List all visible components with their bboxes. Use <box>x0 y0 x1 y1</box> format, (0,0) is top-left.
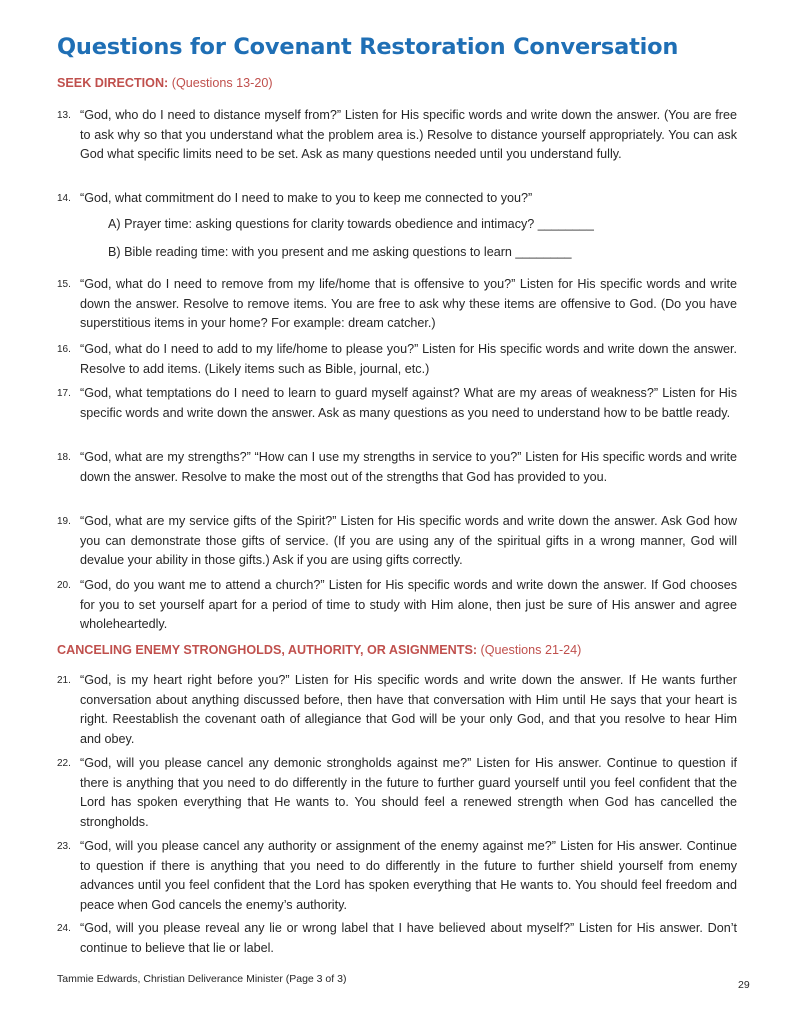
question-number: 22. <box>57 758 71 769</box>
question-text: “God, what commitment do I need to make to you to keep me connected to you?” <box>80 191 533 205</box>
section-header-seek-direction <box>57 76 273 90</box>
page-number: 29 <box>738 979 750 991</box>
sub-item-bible-reading: B) Bible reading time: with you present and me asking questions to learn ________ <box>108 245 572 259</box>
question-number: 16. <box>57 344 71 355</box>
footer-author: Tammie Edwards, Christian Deliverance Minister (Page 3 of 3) <box>57 973 347 985</box>
question-18 <box>57 448 737 487</box>
section-label: CANCELING ENEMY STRONGHOLDS, AUTHORITY, OR ASIGNMENTS: <box>57 643 478 657</box>
question-22 <box>57 754 737 832</box>
question-text: “God, will you please cancel any demonic strongholds against me?” Listen for His answer. Continue to question if there is anything that you need to do differently in the future to further guard yourself until you feel confident that the Lord has spoken everything that He wants to. You should feel a renewed strength when God has cancelled the strongholds. <box>80 756 737 829</box>
question-number: 24. <box>57 923 71 934</box>
question-number: 23. <box>57 841 71 852</box>
question-number: 21. <box>57 675 71 686</box>
sub-item-prayer-time: A) Prayer time: asking questions for clarity towards obedience and intimacy? ________ <box>108 217 594 231</box>
question-text: “God, do you want me to attend a church?” Listen for His specific words and write down the answer. If God chooses for you to set yourself apart for a period of time to study with Him alone, then just be sure of His answer and agree wholeheartedly. <box>80 578 737 631</box>
page-title: Questions for Covenant Restoration Conversation <box>57 34 679 60</box>
question-text: “God, what are my strengths?” “How can I use my strengths in service to you?” Listen for His specific words and write down the answer. Resolve to make the most out of the strengths that God has provided to you. <box>80 450 737 484</box>
question-text: “God, what do I need to add to my life/home to please you?” Listen for His specific words and write down the answer. Resolve to add items. (Likely items such as Bible, journal, etc.) <box>80 342 737 376</box>
question-number: 20. <box>57 580 71 591</box>
section-header-canceling-enemy <box>57 643 581 657</box>
question-13 <box>57 106 737 165</box>
question-23 <box>57 837 737 915</box>
question-17 <box>57 384 737 423</box>
question-19 <box>57 512 737 571</box>
question-text: “God, what are my service gifts of the Spirit?” Listen for His specific words and write down the answer. Ask God how you can demonstrate those gifts of service. (If you are using any of the spiritual gifts in a wrong manner, God will devalue your ability in those gifts.) Ask if you are using gifts correctly. <box>80 514 737 567</box>
question-16 <box>57 340 737 379</box>
question-number: 13. <box>57 110 71 121</box>
question-text: “God, will you please cancel any authority or assignment of the enemy against me?” Listen for His answer. Continue to question if there is anything that you need to do differently in the future to further shield yourself from enemy advances until you feel confident that the Lord has spoken everything that He wants to. You should feel freedom and peace when God cancels the enemy’s authority. <box>80 839 737 912</box>
question-21 <box>57 671 737 749</box>
question-number: 17. <box>57 388 71 399</box>
question-14 <box>57 189 737 209</box>
question-number: 19. <box>57 516 71 527</box>
section-label: SEEK DIRECTION: <box>57 76 169 90</box>
question-20 <box>57 576 737 635</box>
question-text: “God, will you please reveal any lie or wrong label that I have believed about myself?” Listen for His answer. Don’t continue to believe that lie or label. <box>80 921 737 955</box>
question-number: 14. <box>57 193 71 204</box>
question-number: 15. <box>57 279 71 290</box>
question-text: “God, what temptations do I need to learn to guard myself against? What are my areas of weakness?” Listen for His specific words and write down the answer. Ask as many questions as you need to understand how to be battle ready. <box>80 386 737 420</box>
question-text: “God, what do I need to remove from my life/home that is offensive to you?” Listen for His specific words and write down the answer. Resolve to remove items. You are free to ask why these items are offensive to God. (Do you have superstitious items in your home? For example: dream catcher.) <box>80 277 737 330</box>
question-number: 18. <box>57 452 71 463</box>
question-15 <box>57 275 737 334</box>
question-24 <box>57 919 737 958</box>
question-text: “God, who do I need to distance myself from?” Listen for His specific words and write down the answer. (You are free to ask why so that you understand what the problem area is.) Resolve to distance yourself appropriately. You can ask God what specific limits need to be set. Ask as many questions needed until you understand fully. <box>80 108 737 161</box>
question-text: “God, is my heart right before you?” Listen for His specific words and write down the answer. If He wants further conversation about anything discussed before, then have that conversation with Him until He says that your heart is right. Reestablish the covenant oath of allegiance that God will be your only God, and that you resolve to hear Him and obey. <box>80 673 737 746</box>
section-range: (Questions 13-20) <box>171 76 273 90</box>
section-range: (Questions 21-24) <box>480 643 582 657</box>
